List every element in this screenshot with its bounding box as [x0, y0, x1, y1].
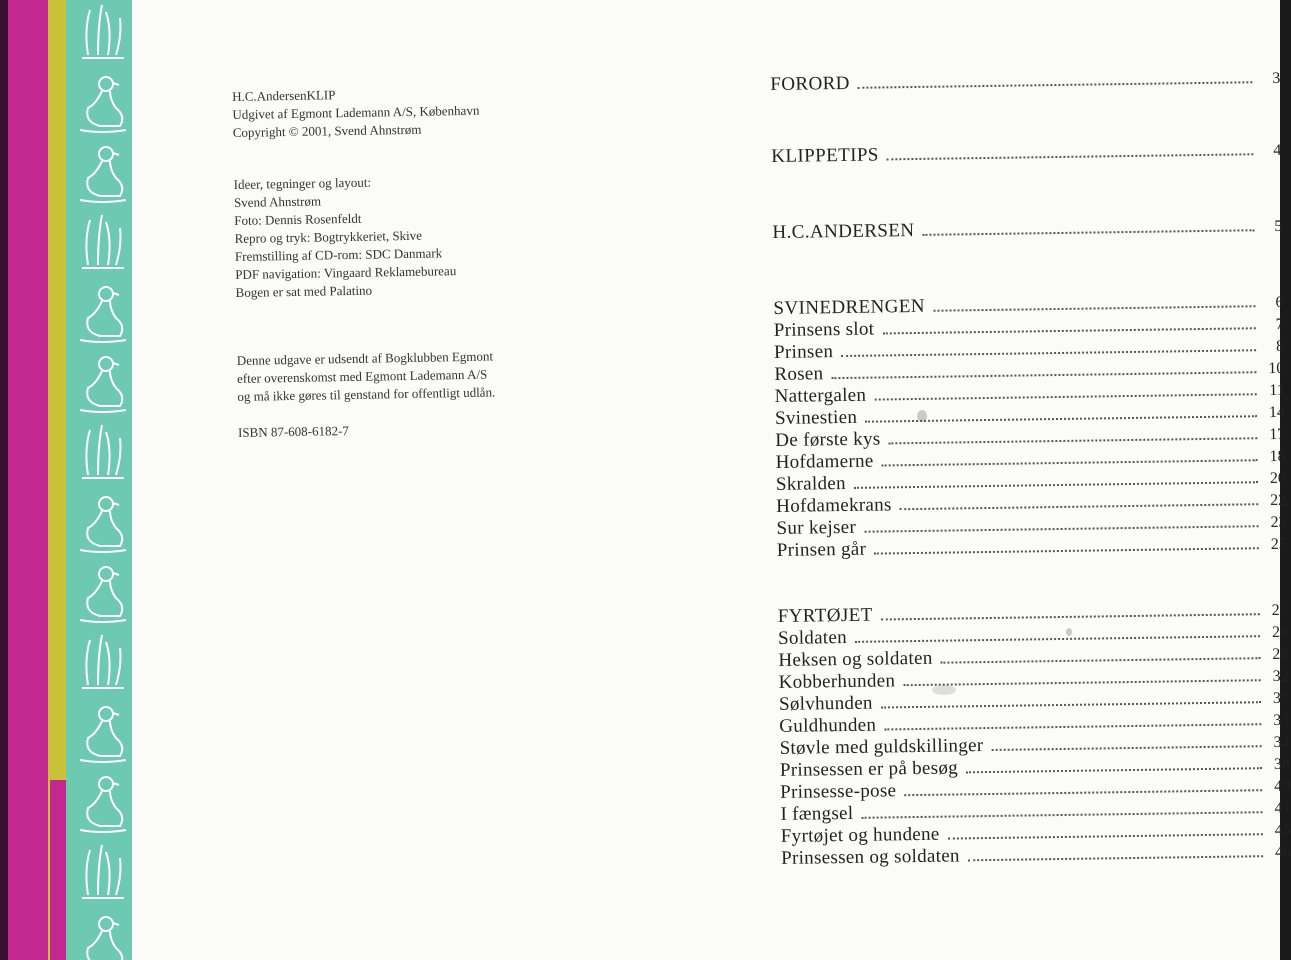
toc-title: H.C.ANDERSEN: [772, 220, 915, 243]
colophon-line: PDF navigation: Vingaard Reklamebureau: [235, 263, 457, 282]
colophon-line: Denne udgave er udsendt af Bogklubben Egmont: [236, 348, 494, 368]
toc-entry-klippetips: [771, 139, 1281, 168]
toc-page: 40: [1274, 777, 1291, 796]
toc-page: 28: [1272, 645, 1289, 664]
toc-title: Rosen: [774, 363, 824, 385]
toc-leader: [881, 612, 1260, 620]
toc-leader: [884, 722, 1261, 730]
colophon-line: Copyright © 2001, Svend Ahnstrøm: [232, 121, 422, 140]
toc-title: Prinsessen og soldaten: [781, 845, 960, 869]
toc-title: Heksen og soldaten: [778, 647, 933, 671]
toc-page: 5: [1274, 217, 1283, 235]
table-of-contents: [770, 53, 1291, 870]
toc-page: 26: [1271, 601, 1288, 620]
toc-leader: [887, 152, 1254, 160]
toc-leader: [855, 634, 1260, 643]
toc-leader: [882, 326, 1256, 334]
toc-page: 4: [1273, 141, 1282, 159]
toc-title: Soldaten: [777, 626, 848, 649]
toc-leader: [900, 502, 1259, 510]
toc-leader: [882, 458, 1258, 466]
toc-title: Hofdamekrans: [776, 494, 892, 517]
isbn: ISBN 87-608-6182-7: [237, 423, 349, 440]
colophon-line: efter overenskomst med Egmont Lademann A/S: [236, 366, 488, 386]
colophon-line: og må ikke gøres til genstand for offentligt udlån.: [237, 384, 496, 404]
colophon-line: H.C.AndersenKLIP: [232, 87, 336, 104]
colophon-credits-block: [234, 170, 576, 302]
toc-title: Prinsen går: [776, 538, 867, 561]
toc-title: Sur kejser: [776, 516, 857, 539]
toc-page: 33: [1273, 711, 1290, 730]
toc-title: KLIPPETIPS: [771, 144, 879, 167]
toc-page: 22: [1270, 491, 1287, 510]
toc-leader: [889, 436, 1258, 444]
toc-leader: [991, 744, 1261, 751]
duck-reed-pattern-icon: [66, 0, 138, 960]
toc-title: Støvle med guldskillinger: [779, 735, 984, 759]
toc-leader: [854, 480, 1258, 489]
toc-title: SVINEDRENGEN: [773, 295, 926, 319]
toc-leader: [933, 304, 1255, 312]
colophon-license-block: [237, 346, 578, 406]
toc-title: FYRTØJET: [777, 604, 873, 627]
colophon: [232, 82, 578, 442]
toc-title: Prinsessen er på besøg: [779, 757, 959, 781]
toc-title: Nattergalen: [774, 384, 867, 407]
toc-page: 11: [1269, 381, 1285, 400]
toc-page: 8: [1275, 337, 1285, 355]
toc-page: 34: [1273, 733, 1290, 752]
toc-title: De første kys: [775, 428, 881, 451]
toc-page: 6: [1275, 293, 1284, 311]
colophon-line: Ideer, tegninger og layout:: [233, 174, 372, 192]
toc-leader: [841, 348, 1256, 357]
toc-page: 14: [1268, 403, 1286, 422]
colophon-line: Repro og tryk: Bogtrykkeriet, Skive: [234, 227, 423, 246]
toc-page: 32: [1272, 689, 1290, 708]
toc-entry-hc-andersen: [772, 215, 1282, 244]
toc-leader: [881, 700, 1261, 708]
toc-title: Prinsesse-pose: [780, 780, 897, 803]
toc-title: Sølvhunden: [778, 692, 873, 715]
toc-title: Hofdamerne: [775, 450, 874, 473]
toc-page: 26: [1271, 623, 1289, 642]
book-edge-dark: [0, 0, 8, 960]
colophon-line: Fremstilling af CD-rom: SDC Danmark: [234, 245, 443, 264]
toc-title: Prinsens slot: [773, 318, 875, 341]
toc-leader: [874, 546, 1259, 554]
toc-page: 23: [1270, 513, 1287, 532]
toc-page: 7: [1275, 315, 1284, 333]
colophon-line: Udgivet af Egmont Lademann A/S, København: [232, 102, 480, 122]
colophon-line: Svend Ahnstrøm: [233, 193, 322, 210]
toc-leader: [968, 854, 1263, 861]
toc-leader: [864, 524, 1258, 533]
colophon-publisher-block: [232, 82, 573, 142]
toc-leader: [941, 656, 1261, 663]
toc-leader: [966, 766, 1262, 773]
toc-page: 20: [1269, 469, 1287, 488]
toc-title: FORORD: [770, 72, 850, 95]
toc-title: I fængsel: [780, 802, 854, 825]
toc-page: 41: [1274, 799, 1291, 818]
toc-page: 18: [1269, 447, 1286, 466]
decorative-border-strip: [66, 0, 138, 960]
toc-leader: [865, 414, 1257, 422]
toc-title: Prinsen: [773, 341, 834, 363]
toc-leader: [903, 678, 1260, 686]
toc-title: Skralden: [775, 472, 847, 495]
toc-leader: [831, 370, 1256, 379]
toc-page: 25: [1270, 535, 1287, 554]
toc-page: 32: [1272, 667, 1289, 686]
toc-leader: [874, 392, 1256, 400]
toc-leader: [861, 810, 1262, 819]
colophon-line: Foto: Dennis Rosenfeldt: [234, 210, 362, 228]
toc-leader: [858, 80, 1253, 89]
toc-page: 46: [1274, 843, 1291, 862]
toc-page: 10: [1268, 359, 1285, 378]
toc-leader: [948, 832, 1263, 839]
toc-page: 3: [1272, 69, 1281, 87]
fyrtojet-subentries: [778, 621, 1291, 870]
toc-title: Svinestien: [774, 406, 858, 429]
toc-entry-forord: [770, 67, 1280, 96]
toc-page: 17: [1269, 425, 1286, 444]
toc-leader: [922, 228, 1254, 236]
toc-page: 38: [1273, 755, 1291, 774]
svinedrengen-subentries: [774, 313, 1287, 562]
colophon-line: Bogen er sat med Palatino: [235, 282, 373, 300]
toc-leader: [904, 788, 1262, 796]
toc-title: Fyrtøjet og hundene: [780, 823, 940, 847]
toc-title: Guldhunden: [779, 714, 877, 737]
toc-title: Kobberhunden: [778, 670, 896, 693]
toc-page: 45: [1274, 821, 1291, 840]
